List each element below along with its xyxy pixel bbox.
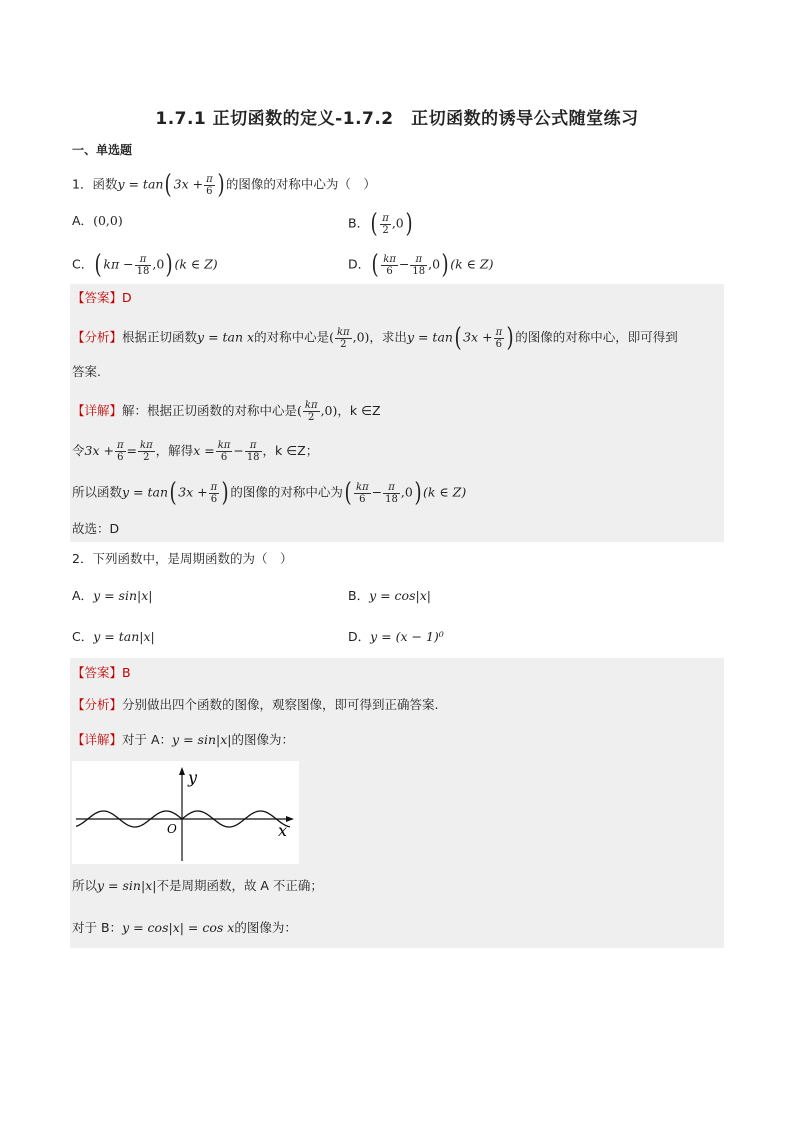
q2-detail-2: 所以y = sin|x|不是周期函数，故 A 不正确； <box>72 878 323 893</box>
q1-detail-1: 【详解】解：根据正切函数的对称中心是( $\frac{k\pi}{2}$ ,0)，k ∈Z <box>72 400 381 423</box>
graph-svg <box>72 761 299 864</box>
q2-stem: 2．下列函数中，是周期函数的为（ ） <box>72 551 293 566</box>
q2-option-d: D．y = (x − 1)⁰ <box>348 629 444 644</box>
q2-analysis: 【分析】分别做出四个函数的图像，观察图像，即可得到正确答案. <box>72 697 439 712</box>
x-axis-label: x <box>278 821 288 840</box>
q1-analysis: 【分析】根据正切函数y = tan x的对称中心是( $\frac{k\pi}{2}$ ,0)，求出y = tan( 3x + $\frac{\pi}{6}$ ) 的图像的对称中心，即可得到 <box>72 323 678 353</box>
q1-answer: 【答案】D <box>72 290 132 305</box>
q1-option-c: C．( kπ − $\frac{\pi}{18}$ ,0) (k ∈ Z) <box>72 250 218 280</box>
section-heading: 一、单选题 <box>72 143 133 157</box>
q1-detail-3: 所以函数y = tan( 3x + $\frac{\pi}{6}$ ) 的图像的对称中心为( $\frac{k\pi}{6}$ − $\frac{\pi}{18}$ ,0) (k ∈ Z) <box>72 478 467 508</box>
q1-option-a: A．(0,0) <box>72 213 123 228</box>
q1-stem: 1．函数y = tan( 3x + $\frac{\pi}{6}$ ) 的图像的对称中心为（ ） <box>72 170 376 200</box>
q1-detail-4: 故选：D <box>72 521 120 536</box>
q2-detail-1: 【详解】对于 A：y = sin|x|的图像为： <box>72 732 294 747</box>
q2-answer: 【答案】B <box>72 665 131 680</box>
page-title: 1.7.1 正切函数的定义-1.7.2 正切函数的诱导公式随堂练习 <box>155 109 639 129</box>
q1-option-b: B．( $\frac{\pi}{2}$ ,0) <box>348 209 413 239</box>
q1-option-d: D．( $\frac{k\pi}{6}$ − $\frac{\pi}{18}$ ,0) (k ∈ Z) <box>348 250 494 280</box>
y-axis-arrow <box>179 767 185 775</box>
x-axis-arrow <box>286 816 294 822</box>
q2-detail-3: 对于 B：y = cos|x| = cos x的图像为： <box>72 920 297 935</box>
origin-label: O <box>167 822 177 836</box>
q1-analysis-cont: 答案. <box>72 364 101 379</box>
q2-option-b: B．y = cos|x| <box>348 588 431 603</box>
y-axis-label: y <box>188 768 198 787</box>
q1-detail-2: 令3x + $\frac{\pi}{6}$ = $\frac{k\pi}{2}$ ，解得x = $\frac{k\pi}{6}$ − $\frac{\pi}{18}$ ，k ∈Z； <box>72 440 319 463</box>
q2-option-c: C．y = tan|x| <box>72 629 155 644</box>
q2-option-a: A．y = sin|x| <box>72 588 153 603</box>
sin-abs-x-graph <box>72 761 299 864</box>
